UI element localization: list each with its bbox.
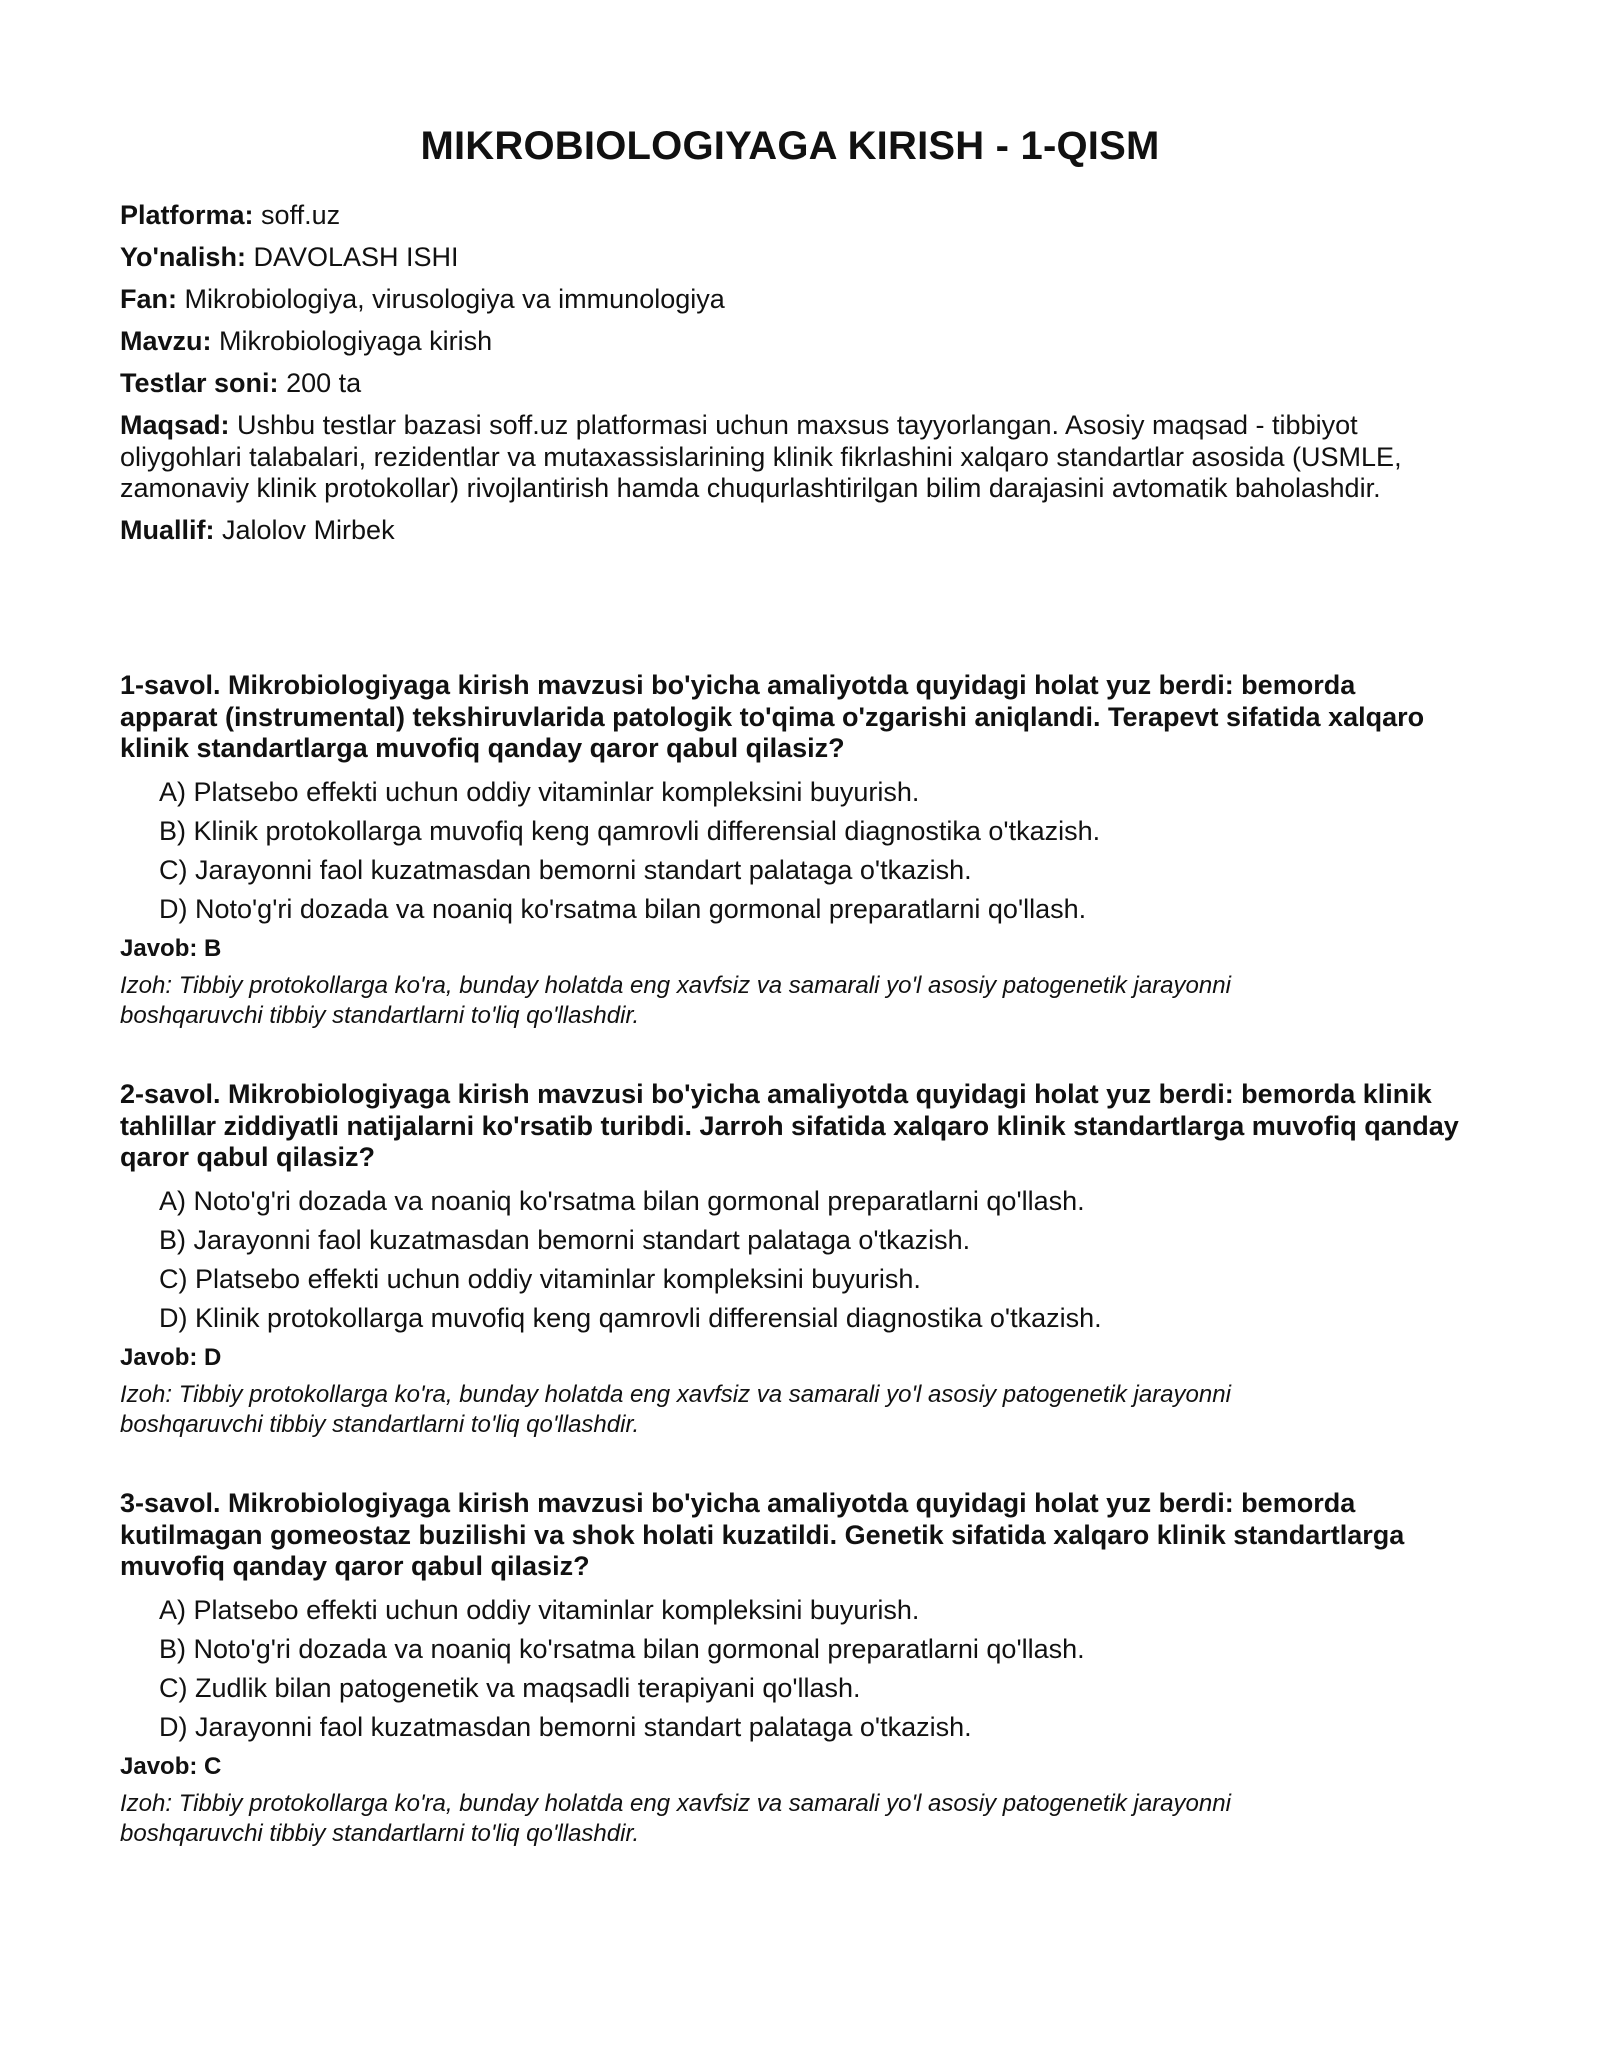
meta-key: Yo'nalish: <box>120 242 246 272</box>
answer-label: Javob: <box>120 1344 198 1371</box>
question-1 <box>120 670 1460 1079</box>
answer-value: D <box>204 1344 222 1371</box>
meta-value: Jalolov Mirbek <box>222 515 395 545</box>
option-c: C) Jarayonni faol kuzatmasdan bemorni standart palataga o'tkazish. <box>159 854 972 885</box>
question-stem: 2-savol. Mikrobiologiyaga kirish mavzusi bo'yicha amaliyotda quyidagi holat yuz berdi: bemorda klinik tahlillar ziddiyatli natijalarni ko'rsatib turibdi. Jarroh sifatida xalqaro klinik standartlarga muvofiq qanday qaror qabul qilasiz? <box>120 1079 1459 1172</box>
meta-subject <box>120 284 1460 316</box>
option-c: C) Zudlik bilan patogenetik va maqsadli terapiyani qo'llash. <box>159 1672 861 1703</box>
answer-line <box>120 935 1460 963</box>
answer-value: B <box>204 935 222 962</box>
meta-purpose <box>120 410 1460 505</box>
meta-value: Ushbu testlar bazasi soff.uz platformasi uchun maxsus tayyorlangan. Asosiy maqsad - tibbiyot oliygohlari talabalari, rezidentlar va mutaxassislarining klinik fikrlashini xalqaro standartlar asosida (USMLE, zamonaviy klinik protokollar) rivojlantirish hamda chuqurlashtirilgan bilim darajasini avtomatik baholashdir. <box>120 410 1402 503</box>
meta-direction <box>120 242 1460 274</box>
option-a: A) Noto'g'ri dozada va noaniq ko'rsatma bilan gormonal preparatlarni qo'llash. <box>159 1185 1085 1216</box>
option-b: B) Noto'g'ri dozada va noaniq ko'rsatma bilan gormonal preparatlarni qo'llash. <box>159 1633 1085 1664</box>
answer-options <box>120 1595 1460 1744</box>
answer-options <box>120 1186 1460 1335</box>
meta-value: DAVOLASH ISHI <box>253 242 459 272</box>
option-b: B) Jarayonni faol kuzatmasdan bemorni standart palataga o'tkazish. <box>159 1224 971 1255</box>
meta-value: 200 ta <box>286 368 362 398</box>
document-metadata <box>120 200 1460 557</box>
question-3 <box>120 1488 1460 1897</box>
question-stem: 1-savol. Mikrobiologiyaga kirish mavzusi bo'yicha amaliyotda quyidagi holat yuz berdi: bemorda apparat (instrumental) tekshiruvlarida patologik to'qima o'zgarishi aniqlandi. Terapevt sifatida xalqaro klinik standartlarga muvofiq qanday qaror qabul qilasiz? <box>120 670 1425 763</box>
option-a: A) Platsebo effekti uchun oddiy vitaminlar kompleksini buyurish. <box>159 1594 920 1625</box>
meta-key: Mavzu: <box>120 326 212 356</box>
answer-label: Javob: <box>120 935 198 962</box>
option-d: D) Klinik protokollarga muvofiq keng qamrovli differensial diagnostika o'tkazish. <box>159 1302 1102 1333</box>
meta-topic <box>120 326 1460 358</box>
meta-value: soff.uz <box>261 200 341 230</box>
explanation: Izoh: Tibbiy protokollarga ko'ra, bunday holatda eng xavfsiz va samarali yo'l asosiy patogenetik jarayonni boshqaruvchi tibbiy standartlarni to'liq qo'llashdir. <box>120 1381 1231 1438</box>
explanation: Izoh: Tibbiy protokollarga ko'ra, bunday holatda eng xavfsiz va samarali yo'l asosiy patogenetik jarayonni boshqaruvchi tibbiy standartlarni to'liq qo'llashdir. <box>120 1790 1231 1847</box>
meta-key: Fan: <box>120 284 177 314</box>
meta-platform <box>120 200 1460 232</box>
question-list <box>120 670 1460 1897</box>
answer-label: Javob: <box>120 1753 198 1780</box>
question-2 <box>120 1079 1460 1488</box>
answer-line <box>120 1753 1460 1781</box>
option-d: D) Noto'g'ri dozada va noaniq ko'rsatma bilan gormonal preparatlarni qo'llash. <box>159 893 1087 924</box>
meta-test-count <box>120 368 1460 400</box>
answer-line <box>120 1344 1460 1372</box>
option-b: B) Klinik protokollarga muvofiq keng qamrovli differensial diagnostika o'tkazish. <box>159 815 1101 846</box>
meta-key: Testlar soni: <box>120 368 279 398</box>
option-d: D) Jarayonni faol kuzatmasdan bemorni standart palataga o'tkazish. <box>159 1711 972 1742</box>
page-title: MIKROBIOLOGIYAGA KIRISH - 1-QISM <box>420 124 1160 168</box>
answer-options <box>120 777 1460 926</box>
meta-key: Maqsad: <box>120 410 230 440</box>
explanation: Izoh: Tibbiy protokollarga ko'ra, bunday holatda eng xavfsiz va samarali yo'l asosiy patogenetik jarayonni boshqaruvchi tibbiy standartlarni to'liq qo'llashdir. <box>120 972 1231 1029</box>
option-a: A) Platsebo effekti uchun oddiy vitaminlar kompleksini buyurish. <box>159 776 920 807</box>
question-stem: 3-savol. Mikrobiologiyaga kirish mavzusi bo'yicha amaliyotda quyidagi holat yuz berdi: bemorda kutilmagan gomeostaz buzilishi va shok holati kuzatildi. Genetik sifatida xalqaro klinik standartlarga muvofiq qanday qaror qabul qilasiz? <box>120 1488 1405 1581</box>
meta-author <box>120 515 1460 547</box>
answer-value: C <box>204 1753 222 1780</box>
meta-key: Muallif: <box>120 515 215 545</box>
option-c: C) Platsebo effekti uchun oddiy vitaminlar kompleksini buyurish. <box>159 1263 921 1294</box>
meta-key: Platforma: <box>120 200 254 230</box>
meta-value: Mikrobiologiyaga kirish <box>219 326 493 356</box>
meta-value: Mikrobiologiya, virusologiya va immunologiya <box>184 284 725 314</box>
